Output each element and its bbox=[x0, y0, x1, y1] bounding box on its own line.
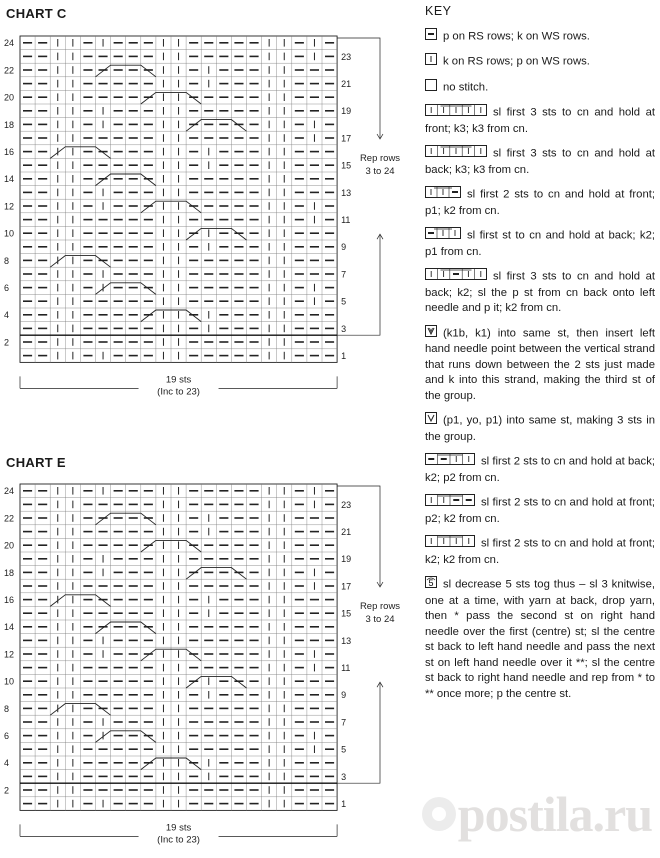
key-item-text: sl first 3 sts to cn and hold at back; k2; sl the p st from cn back onto left needle and p it; k2 from cn. bbox=[425, 270, 655, 314]
key-item-text: sl first 2 sts to cn and hold at front; p2; k2 from cn. bbox=[425, 496, 655, 525]
key-item-text: sl first st to cn and hold at back; k2; p1 from cn. bbox=[425, 229, 655, 258]
row-number-left: 12 bbox=[4, 201, 15, 212]
row-number-left: 4 bbox=[4, 310, 10, 321]
rep-label: Rep rows bbox=[359, 601, 401, 612]
watermark-text: postila.ru bbox=[457, 786, 652, 842]
svg-text:5: 5 bbox=[428, 578, 434, 588]
cable-3-3-back-icon bbox=[425, 145, 487, 163]
row-number-right: 19 bbox=[341, 106, 352, 117]
key-item bbox=[425, 453, 655, 486]
row-number-right: 21 bbox=[341, 79, 352, 89]
row-number-right: 9 bbox=[341, 690, 347, 701]
row-number-left: 10 bbox=[4, 676, 15, 687]
row-number-right: 23 bbox=[341, 499, 352, 510]
row-number-right: 11 bbox=[341, 215, 351, 225]
row-number-right: 13 bbox=[341, 635, 352, 646]
row-number-right: 17 bbox=[341, 581, 352, 592]
watermark-logo bbox=[422, 785, 652, 843]
key-item-text: no stitch. bbox=[443, 81, 489, 94]
cable-2-2-front-purl-icon bbox=[425, 494, 475, 512]
row-number-right: 21 bbox=[341, 527, 352, 537]
row-number-right: 15 bbox=[341, 608, 352, 619]
key-list bbox=[425, 28, 655, 703]
rep-label: Rep rows bbox=[359, 153, 401, 164]
row-number-left: 24 bbox=[4, 38, 15, 49]
key-item-text: sl first 3 sts to cn and hold at front; k3; k3 from cn. bbox=[425, 106, 655, 135]
row-number-left: 8 bbox=[4, 703, 10, 714]
key-item-text: sl decrease 5 sts tog thus – sl 3 knitwise, one at a time, with yarn at back, drop yarn, then * pass the second st on right hand needle over the first (centre) st; sl the centre st back to left hand needle and pass the next st on left hand needle over it **; sl the centre st back to right hand needle and rep from * to ** once more; p the centre st. bbox=[425, 578, 655, 700]
sts-label: 19 sts bbox=[165, 374, 192, 386]
row-number-right: 3 bbox=[341, 323, 347, 334]
key-panel bbox=[425, 4, 655, 710]
key-item bbox=[425, 268, 655, 317]
key-item bbox=[425, 325, 655, 405]
key-item bbox=[425, 53, 655, 71]
row-number-left: 20 bbox=[4, 92, 15, 103]
key-item-text: sl first 2 sts to cn and hold at back; k2; p2 from cn. bbox=[425, 455, 655, 484]
key-item-text: sl first 3 sts to cn and hold at back; k3; k3 from cn. bbox=[425, 147, 655, 176]
row-number-right: 7 bbox=[341, 717, 347, 728]
key-item bbox=[425, 186, 655, 219]
key-item bbox=[425, 79, 655, 97]
sts-label: 19 sts bbox=[165, 822, 192, 834]
key-item-text: sl first 2 sts to cn and hold at front; k2; k2 from cn. bbox=[425, 537, 655, 566]
row-number-right: 7 bbox=[341, 269, 347, 280]
cable-2-2-front-knit-icon bbox=[425, 535, 475, 553]
key-item bbox=[425, 576, 655, 702]
row-number-left: 6 bbox=[4, 283, 10, 293]
row-number-right: 5 bbox=[341, 744, 347, 755]
row-number-left: 18 bbox=[4, 567, 15, 578]
knit-box-icon bbox=[425, 53, 437, 71]
row-number-left: 14 bbox=[4, 622, 15, 633]
row-number-left: 22 bbox=[4, 513, 15, 524]
row-number-right: 1 bbox=[341, 799, 347, 809]
logo-pin-icon bbox=[422, 797, 456, 831]
row-number-right: 23 bbox=[341, 51, 352, 62]
row-number-left: 16 bbox=[4, 595, 15, 605]
key-title: KEY bbox=[425, 4, 452, 18]
row-number-right: 13 bbox=[341, 187, 352, 198]
row-number-left: 2 bbox=[4, 785, 10, 796]
cable-3-3-front-icon bbox=[425, 104, 487, 122]
key-item bbox=[425, 145, 655, 178]
cable-2-1-front-icon bbox=[425, 186, 461, 204]
key-item bbox=[425, 535, 655, 568]
cable-2-2-back-purl-icon bbox=[425, 453, 475, 471]
inc-purl-v-icon bbox=[425, 412, 437, 430]
row-number-left: 8 bbox=[4, 255, 10, 266]
row-number-right: 11 bbox=[341, 663, 351, 673]
rep-label: 3 to 24 bbox=[365, 166, 395, 177]
row-number-right: 17 bbox=[341, 133, 352, 144]
cable-2-1-2-back-icon bbox=[425, 268, 487, 286]
key-item bbox=[425, 494, 655, 527]
row-number-left: 22 bbox=[4, 65, 15, 76]
chart-e-title: CHART E bbox=[6, 455, 66, 470]
chart-e bbox=[0, 478, 415, 858]
row-number-left: 14 bbox=[4, 174, 15, 185]
row-number-right: 9 bbox=[341, 242, 347, 253]
key-item bbox=[425, 28, 655, 46]
row-number-left: 18 bbox=[4, 119, 15, 130]
key-item-text: sl first 2 sts to cn and hold at front; p1; k2 from cn. bbox=[425, 188, 655, 217]
rep-label: 3 to 24 bbox=[365, 614, 395, 625]
cable-1-2-back-icon bbox=[425, 227, 461, 245]
chart-c bbox=[0, 30, 415, 410]
row-number-right: 1 bbox=[341, 351, 347, 361]
sts-label: (Inc to 23) bbox=[157, 386, 200, 398]
row-number-left: 6 bbox=[4, 731, 10, 741]
chart-c-title: CHART C bbox=[6, 6, 67, 21]
key-item-text: p on RS rows; k on WS rows. bbox=[443, 30, 590, 43]
key-item-text: k on RS rows; p on WS rows. bbox=[443, 55, 590, 68]
row-number-right: 15 bbox=[341, 160, 352, 171]
row-number-left: 4 bbox=[4, 758, 10, 769]
row-number-right: 19 bbox=[341, 554, 352, 565]
row-number-left: 12 bbox=[4, 649, 15, 660]
row-number-left: 10 bbox=[4, 228, 15, 239]
row-number-left: 24 bbox=[4, 486, 15, 497]
empty-box-icon bbox=[425, 79, 437, 97]
row-number-left: 2 bbox=[4, 337, 10, 348]
dec-5-icon bbox=[425, 576, 437, 594]
purl-box-icon bbox=[425, 28, 437, 46]
inc-knit-v-icon bbox=[425, 325, 437, 343]
sts-label: (Inc to 23) bbox=[157, 834, 200, 846]
row-number-left: 20 bbox=[4, 540, 15, 551]
key-item bbox=[425, 104, 655, 137]
key-item bbox=[425, 227, 655, 260]
row-number-left: 16 bbox=[4, 147, 15, 157]
row-number-right: 3 bbox=[341, 771, 347, 782]
key-item bbox=[425, 412, 655, 445]
row-number-right: 5 bbox=[341, 296, 347, 307]
key-item-text: (k1b, k1) into same st, then insert left hand needle point between the vertical strand that runs down between the 2 sts just made and k into this strand, making the third st of the group. bbox=[425, 327, 655, 402]
key-item-text: (p1, yo, p1) into same st, making 3 sts in the group. bbox=[425, 414, 655, 443]
